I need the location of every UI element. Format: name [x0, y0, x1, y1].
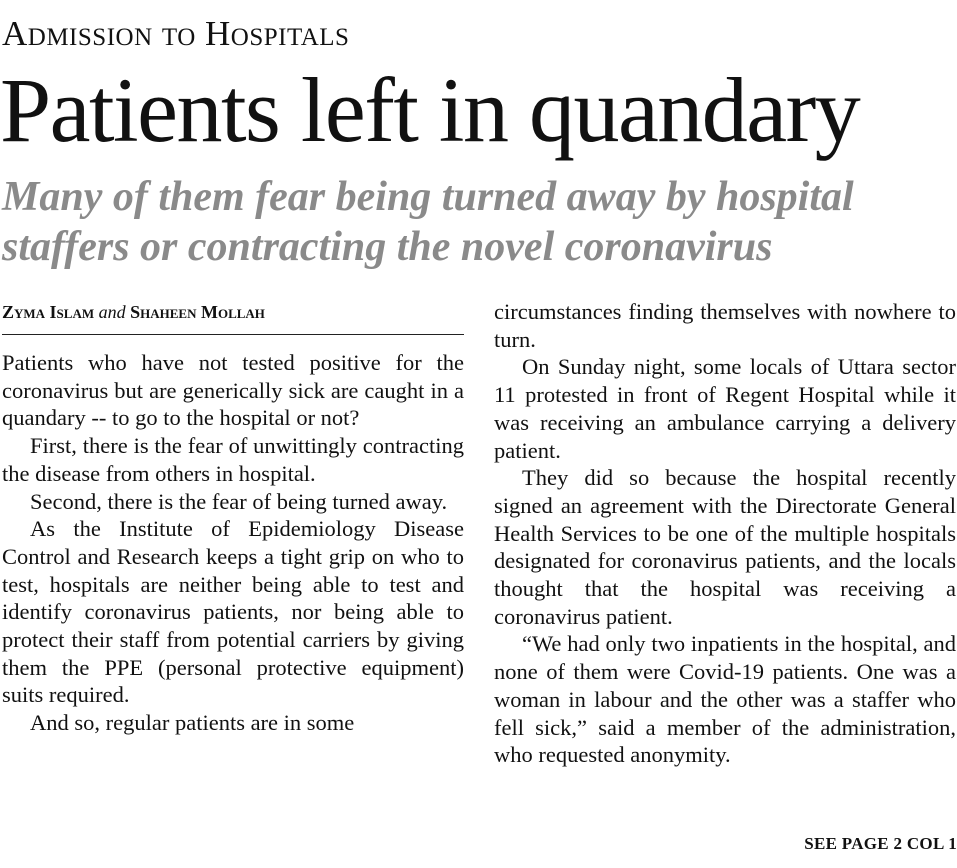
paragraph-3: Second, there is the fear of being turned away.: [30, 488, 448, 514]
paragraph-1: Patients who have not tested positive for the coronavirus but are generically sick are caught in a quandary -- to go to the hospital or not?: [2, 350, 464, 431]
byline-author-2: Shaheen Mollah: [130, 302, 265, 322]
continued-on-page-note: SEE PAGE 2 COL 1: [804, 834, 957, 853]
paragraph-5-continued: circumstances finding themselves with nowhere to turn.: [494, 299, 956, 352]
paragraph-6: On Sunday night, some locals of Uttara sector 11 protested in front of Regent Hospital while it was receiving an ambulance carrying a delivery patient.: [494, 354, 956, 463]
headline: Patients left in quandary: [0, 59, 860, 161]
byline-author-1: Zyma Islam: [2, 302, 95, 322]
article-column-1: [2, 349, 464, 737]
kicker: Admission to Hospitals: [2, 14, 350, 53]
article-column-2: [494, 298, 956, 769]
paragraph-7: They did so because the hospital recently signed an agreement with the Directorate General Health Services to be one of the multiple hospitals designated for coronavirus patients, and the locals thought that the hospital was receiving a coronavirus patient.: [494, 465, 956, 629]
deck: Many of them fear being turned away by hospital staffers or contracting the novel coronavirus: [2, 174, 854, 270]
byline-conjunction: and: [98, 302, 126, 322]
paragraph-8: “We had only two inpatients in the hospital, and none of them were Covid-19 patients. One was a woman in labour and the other was a staffer who fell sick,” said a member of the administration, who requested anonymity.: [494, 631, 956, 768]
byline: [2, 302, 464, 335]
paragraph-2: First, there is the fear of unwittingly contracting the disease from others in hospital.: [2, 433, 464, 486]
paragraph-5-start: And so, regular patients are in some: [30, 710, 355, 736]
paragraph-4: As the Institute of Epidemiology Disease Control and Research keeps a tight grip on who to test, hospitals are neither being able to test and identify coronavirus patients, nor being able to protect their staff from potential carriers by giving them the PPE (personal protective equipment) suits required.: [2, 516, 464, 708]
